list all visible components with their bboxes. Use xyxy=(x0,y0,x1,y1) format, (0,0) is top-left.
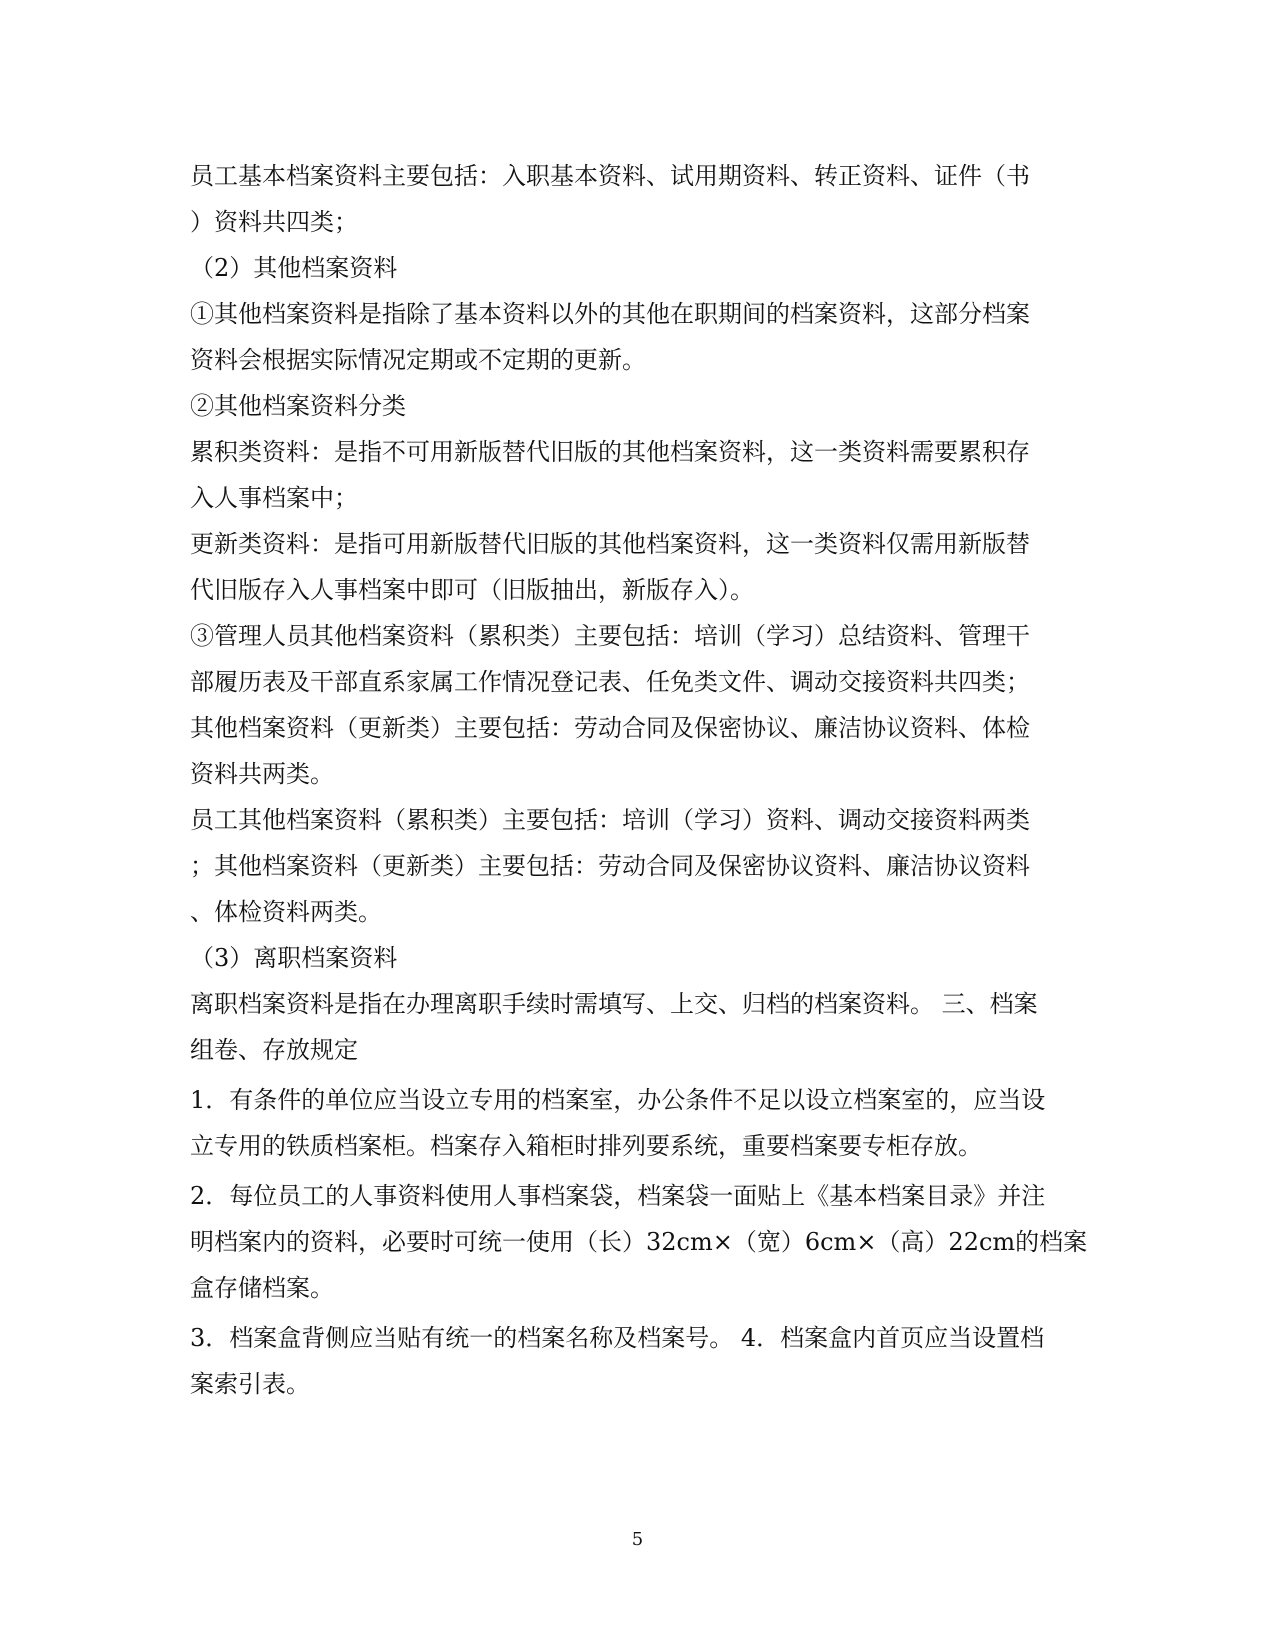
text-line: 员工其他档案资料（累积类）主要包括：培训（学习）资料、调动交接资料两类 xyxy=(190,806,1030,834)
section-heading: （2）其他档案资料 xyxy=(190,254,398,282)
text-line: 案索引表。 xyxy=(190,1370,310,1398)
text-line: 、体检资料两类。 xyxy=(190,898,382,926)
text-line: 离职档案资料是指在办理离职手续时需填写、上交、归档的档案资料。 三、档案 xyxy=(190,990,1038,1018)
text-line: 1．有条件的单位应当设立专用的档案室，办公条件不足以设立档案室的，应当设 xyxy=(190,1086,1046,1114)
text-line: ③管理人员其他档案资料（累积类）主要包括：培训（学习）总结资料、管理干 xyxy=(190,622,1030,650)
text-line: ①其他档案资料是指除了基本资料以外的其他在职期间的档案资料，这部分档案 xyxy=(190,300,1030,328)
text-line: 更新类资料：是指可用新版替代旧版的其他档案资料，这一类资料仅需用新版替 xyxy=(190,530,1030,558)
text-line: 代旧版存入人事档案中即可（旧版抽出，新版存入）。 xyxy=(190,576,754,604)
text-line: 盒存储档案。 xyxy=(190,1274,334,1302)
text-line: 明档案内的资料，必要时可统一使用（长）32cm×（宽）6cm×（高）22cm的档案 xyxy=(190,1228,1088,1256)
text-line: 资料会根据实际情况定期或不定期的更新。 xyxy=(190,346,646,374)
page-number: 5 xyxy=(631,1529,644,1550)
text-line: ②其他档案资料分类 xyxy=(190,392,406,420)
text-line: 3．档案盒背侧应当贴有统一的档案名称及档案号。 4．档案盒内首页应当设置档 xyxy=(190,1324,1045,1352)
text-line: 部履历表及干部直系家属工作情况登记表、任免类文件、调动交接资料共四类； xyxy=(190,668,1030,696)
text-line: 2．每位员工的人事资料使用人事档案袋，档案袋一面贴上《基本档案目录》并注 xyxy=(190,1182,1046,1210)
text-line: ；其他档案资料（更新类）主要包括：劳动合同及保密协议资料、廉洁协议资料 xyxy=(190,852,1030,880)
text-line: 员工基本档案资料主要包括：入职基本资料、试用期资料、转正资料、证件（书 xyxy=(190,162,1030,190)
text-line: 入人事档案中； xyxy=(190,484,358,512)
text-line: 资料共两类。 xyxy=(190,760,334,788)
text-line: 累积类资料：是指不可用新版替代旧版的其他档案资料，这一类资料需要累积存 xyxy=(190,438,1030,466)
text-line: 组卷、存放规定 xyxy=(190,1036,358,1064)
text-line: 其他档案资料（更新类）主要包括：劳动合同及保密协议、廉洁协议资料、体检 xyxy=(190,714,1030,742)
section-heading: （3）离职档案资料 xyxy=(190,944,398,972)
text-line: 立专用的铁质档案柜。档案存入箱柜时排列要系统，重要档案要专柜存放。 xyxy=(190,1132,982,1160)
text-line: ）资料共四类； xyxy=(190,208,358,236)
